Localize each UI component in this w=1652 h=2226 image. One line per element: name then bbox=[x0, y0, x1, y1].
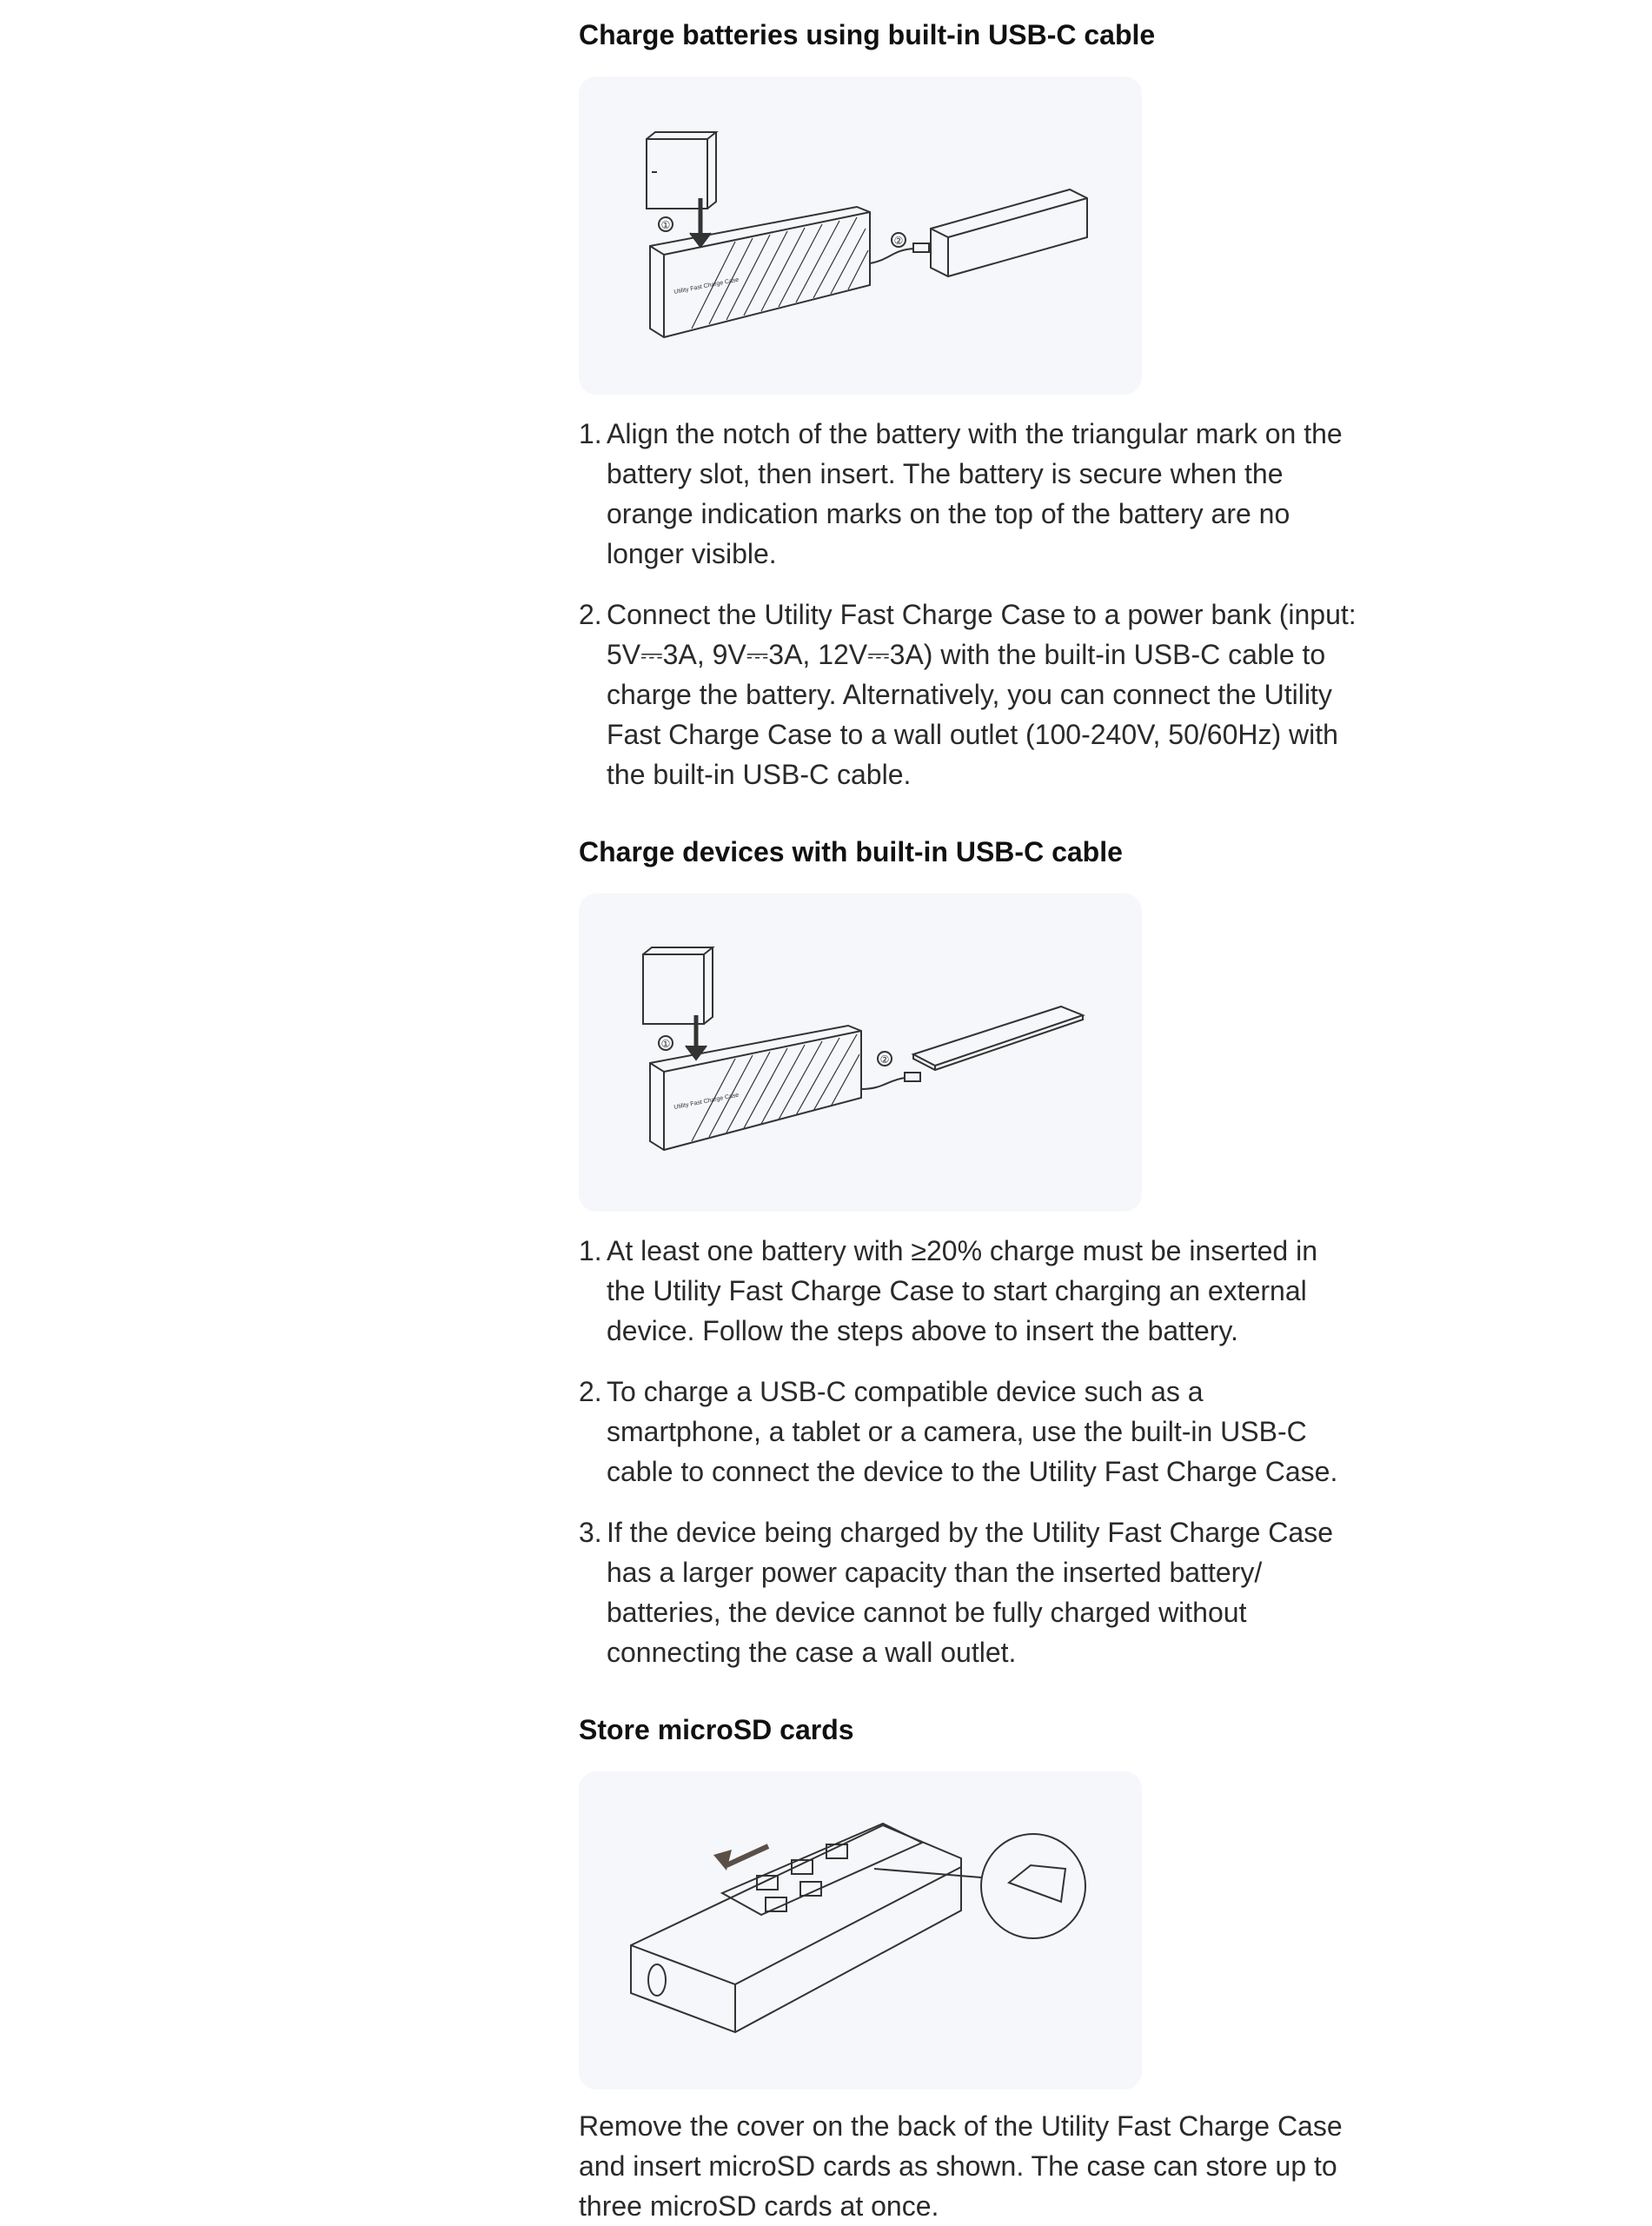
usb-c-cable-icon bbox=[870, 249, 913, 263]
power-bank-icon bbox=[931, 189, 1087, 276]
microsd-paragraph: Remove the cover on the back of the Utility Fast Charge Case and insert microSD cards as shown. The case can store up to three microSD cards at once. bbox=[579, 2110, 1343, 2222]
device-charging-illustration bbox=[579, 894, 1142, 1212]
figure-charge-batteries bbox=[579, 76, 1142, 395]
section-heading-store-microsd: Store microSD cards bbox=[579, 1714, 854, 1745]
smartphone-icon bbox=[913, 1007, 1083, 1066]
battery-icon bbox=[643, 954, 704, 1024]
case-label: Utility Fast Charge Case bbox=[673, 276, 740, 296]
callout-2: ② bbox=[879, 1053, 890, 1066]
steps-list-charge-devices bbox=[579, 1231, 1361, 1693]
charge-case-icon bbox=[650, 1026, 861, 1150]
figure-store-microsd bbox=[579, 1771, 1142, 2090]
microsd-card-icon bbox=[1009, 1865, 1065, 1902]
list-item: 3. If the device being charged by the Utility Fast Charge Case has a larger power capacity than the inserted battery/ batteries, the device cannot be fully charged without connecting the case a wall outlet. bbox=[579, 1517, 1333, 1668]
charge-case-icon bbox=[631, 1825, 961, 2032]
microsd-card-zoom-icon bbox=[981, 1834, 1085, 1938]
figure-charge-devices bbox=[579, 894, 1142, 1212]
list-item: 1. At least one battery with ≥20% charge must be inserted in the Utility Fast Charge Case to start charging an external device. Follow the steps above to insert the battery. bbox=[579, 1235, 1317, 1346]
section-heading-charge-devices: Charge devices with built-in USB-C cable bbox=[579, 836, 1123, 867]
callout-2: ② bbox=[893, 235, 904, 247]
list-item: 1. Align the notch of the battery with the triangular mark on the battery slot, then insert. The battery is secure when the orange indication marks on the top of the battery are no longer visible. bbox=[579, 418, 1343, 569]
list-item: 2. Connect the Utility Fast Charge Case to a power bank (input: 5V⎓3A, 9V⎓3A, 12V⎓3A) with the built-in USB-C cable to charge the battery. Alternatively, you can connect the Utility Fast Charge Case to a wall outlet (100-240V, 50/60Hz) with the built-in USB-C cable. bbox=[579, 599, 1357, 790]
case-label: Utility Fast Charge Case bbox=[673, 1092, 740, 1111]
microsd-storage-illustration bbox=[579, 1771, 1142, 2090]
steps-list-charge-batteries bbox=[579, 414, 1361, 815]
microsd-cover-icon bbox=[722, 1824, 922, 1915]
callout-1: ① bbox=[660, 1038, 671, 1050]
list-item: 2. To charge a USB-C compatible device such as a smartphone, a tablet or a camera, use the built-in USB-C cable to connect the device to the Utility Fast Charge Case. bbox=[579, 1376, 1338, 1487]
section-heading-charge-batteries: Charge batteries using built-in USB-C cable bbox=[579, 19, 1156, 50]
battery-charging-illustration bbox=[579, 76, 1142, 395]
callout-1: ① bbox=[660, 219, 671, 231]
usb-c-cable-icon bbox=[861, 1078, 905, 1089]
arrow-icon bbox=[726, 1846, 768, 1865]
